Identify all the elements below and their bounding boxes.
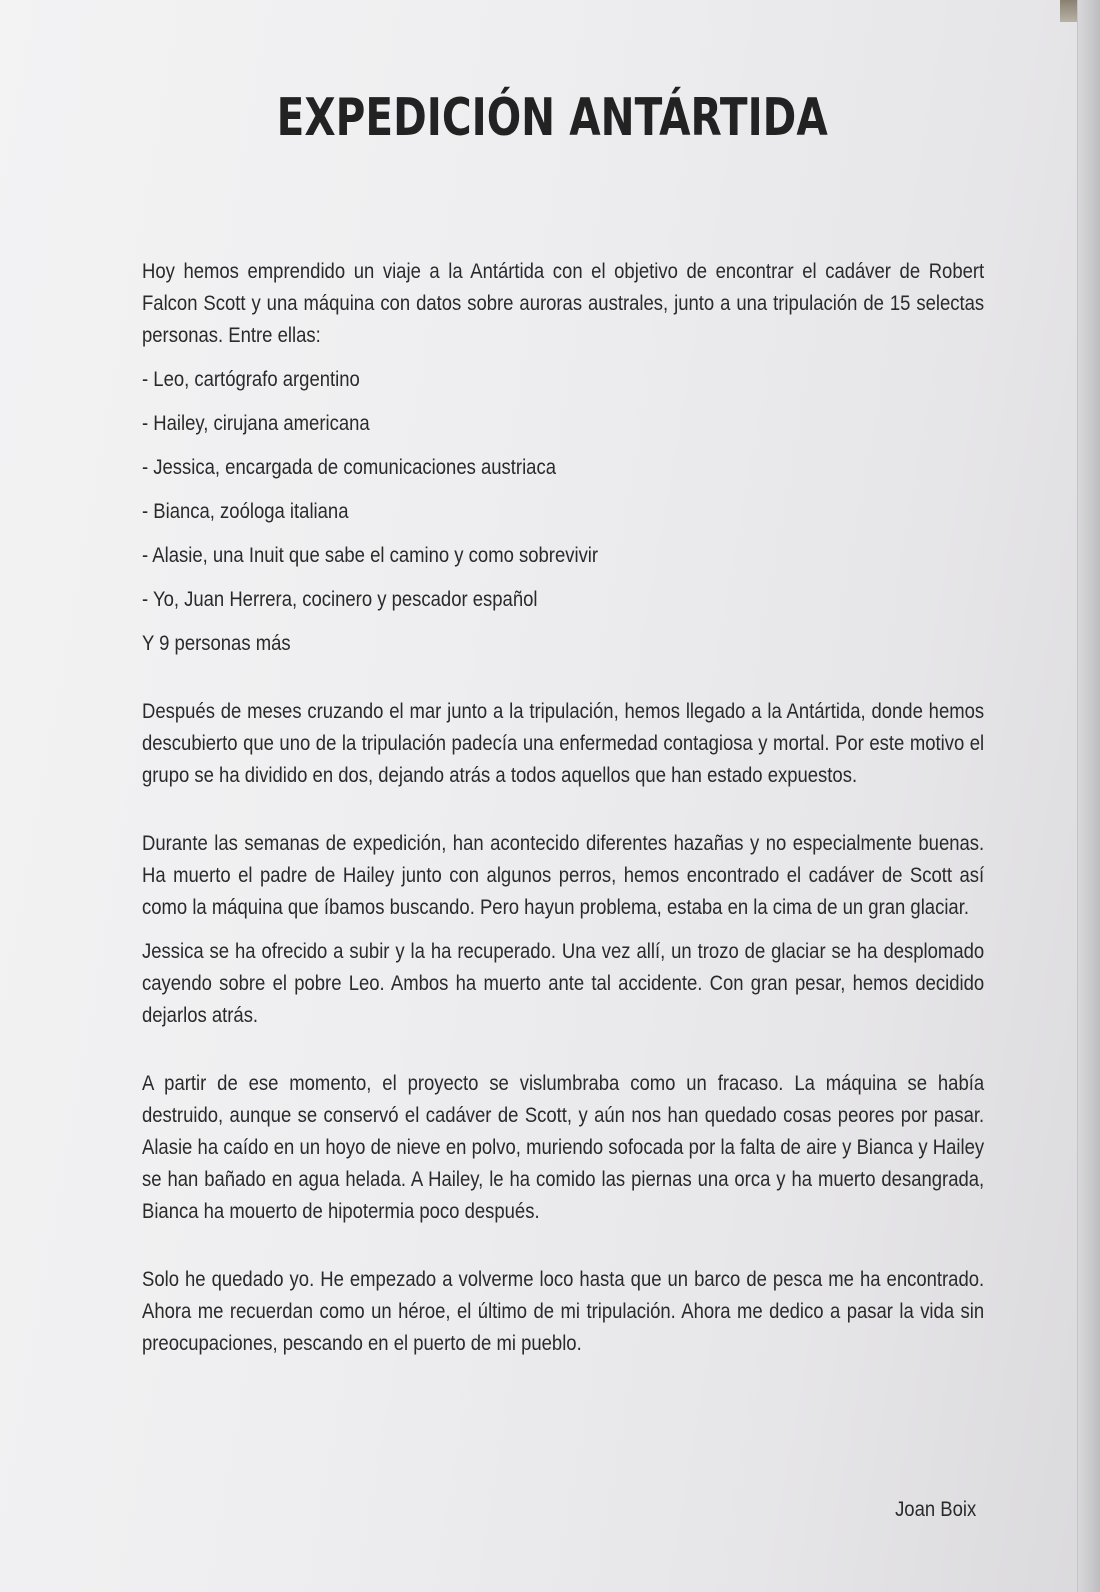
document-body: [142, 256, 984, 1360]
crew-item-bianca: - Bianca, zoóloga italiana: [142, 500, 349, 523]
paragraph-glacier: Jessica se ha ofrecido a subir y la ha recuperado. Una vez allí, un trozo de glaciar se ha desplomado cayendo sobre el pobre Leo. Ambos ha muerto ante tal accidente. Con gran pesar, hemos decidido dejarlos atrás.: [142, 940, 985, 1027]
crew-item-leo: - Leo, cartógrafo argentino: [142, 368, 360, 391]
intro-paragraph: Hoy hemos emprendido un viaje a la Antártida con el objetivo de encontrar el cadáver de Robert Falcon Scott y una máquina con datos sobre auroras australes, junto a una tripulación de 15 selectas personas. Entre ellas:: [142, 260, 985, 347]
paragraph-ending: Solo he quedado yo. He empezado a volverme loco hasta que un barco de pesca me ha encontrado. Ahora me recuerdan como un héroe, el último de mi tripulación. Ahora me dedico a pasar la vida sin preocupaciones, pescando en el puerto de mi pueblo.: [142, 1268, 985, 1355]
page-edge: [1077, 0, 1100, 1592]
document-title: EXPEDICIÓN ANTÁRTIDA: [276, 88, 828, 148]
paragraph-expedition: Durante las semanas de expedición, han acontecido diferentes hazañas y no especialmente buenas. Ha muerto el padre de Hailey junto con algunos perros, hemos encontrado el cadáver de Scott así como la máquina que íbamos buscando. Pero hayun problema, estaba en la cima de un gran glaciar.: [142, 832, 985, 919]
crew-more: Y 9 personas más: [142, 632, 291, 655]
crew-item-alasie: - Alasie, una Inuit que sabe el camino y como sobrevivir: [142, 544, 599, 567]
paragraph-failure: A partir de ese momento, el proyecto se vislumbraba como un fracaso. La máquina se había destruido, aunque se conservó el cadáver de Scott, y aún nos han quedado cosas peores por pasar. Alasie ha caído en un hoyo de nieve en polvo, muriendo sofocada por la falta de aire y Bianca y Hailey se han bañado en agua helada. A Hailey, le ha comido las piernas una orca y ha muerto desangrada, Bianca ha mouerto de hipotermia poco después.: [142, 1072, 985, 1223]
crew-item-hailey: - Hailey, cirujana americana: [142, 412, 370, 435]
crew-item-jessica: - Jessica, encargada de comunicaciones austriaca: [142, 456, 556, 479]
paragraph-arrival: Después de meses cruzando el mar junto a la tripulación, hemos llegado a la Antártida, donde hemos descubierto que uno de la tripulación padecía una enfermedad contagiosa y mortal. Por este motivo el grupo se ha dividido en dos, dejando atrás a todos aquellos que han estado expuestos.: [142, 700, 985, 787]
crew-item-juan: - Yo, Juan Herrera, cocinero y pescador español: [142, 588, 538, 611]
author-signature: Joan Boix: [894, 1498, 976, 1521]
